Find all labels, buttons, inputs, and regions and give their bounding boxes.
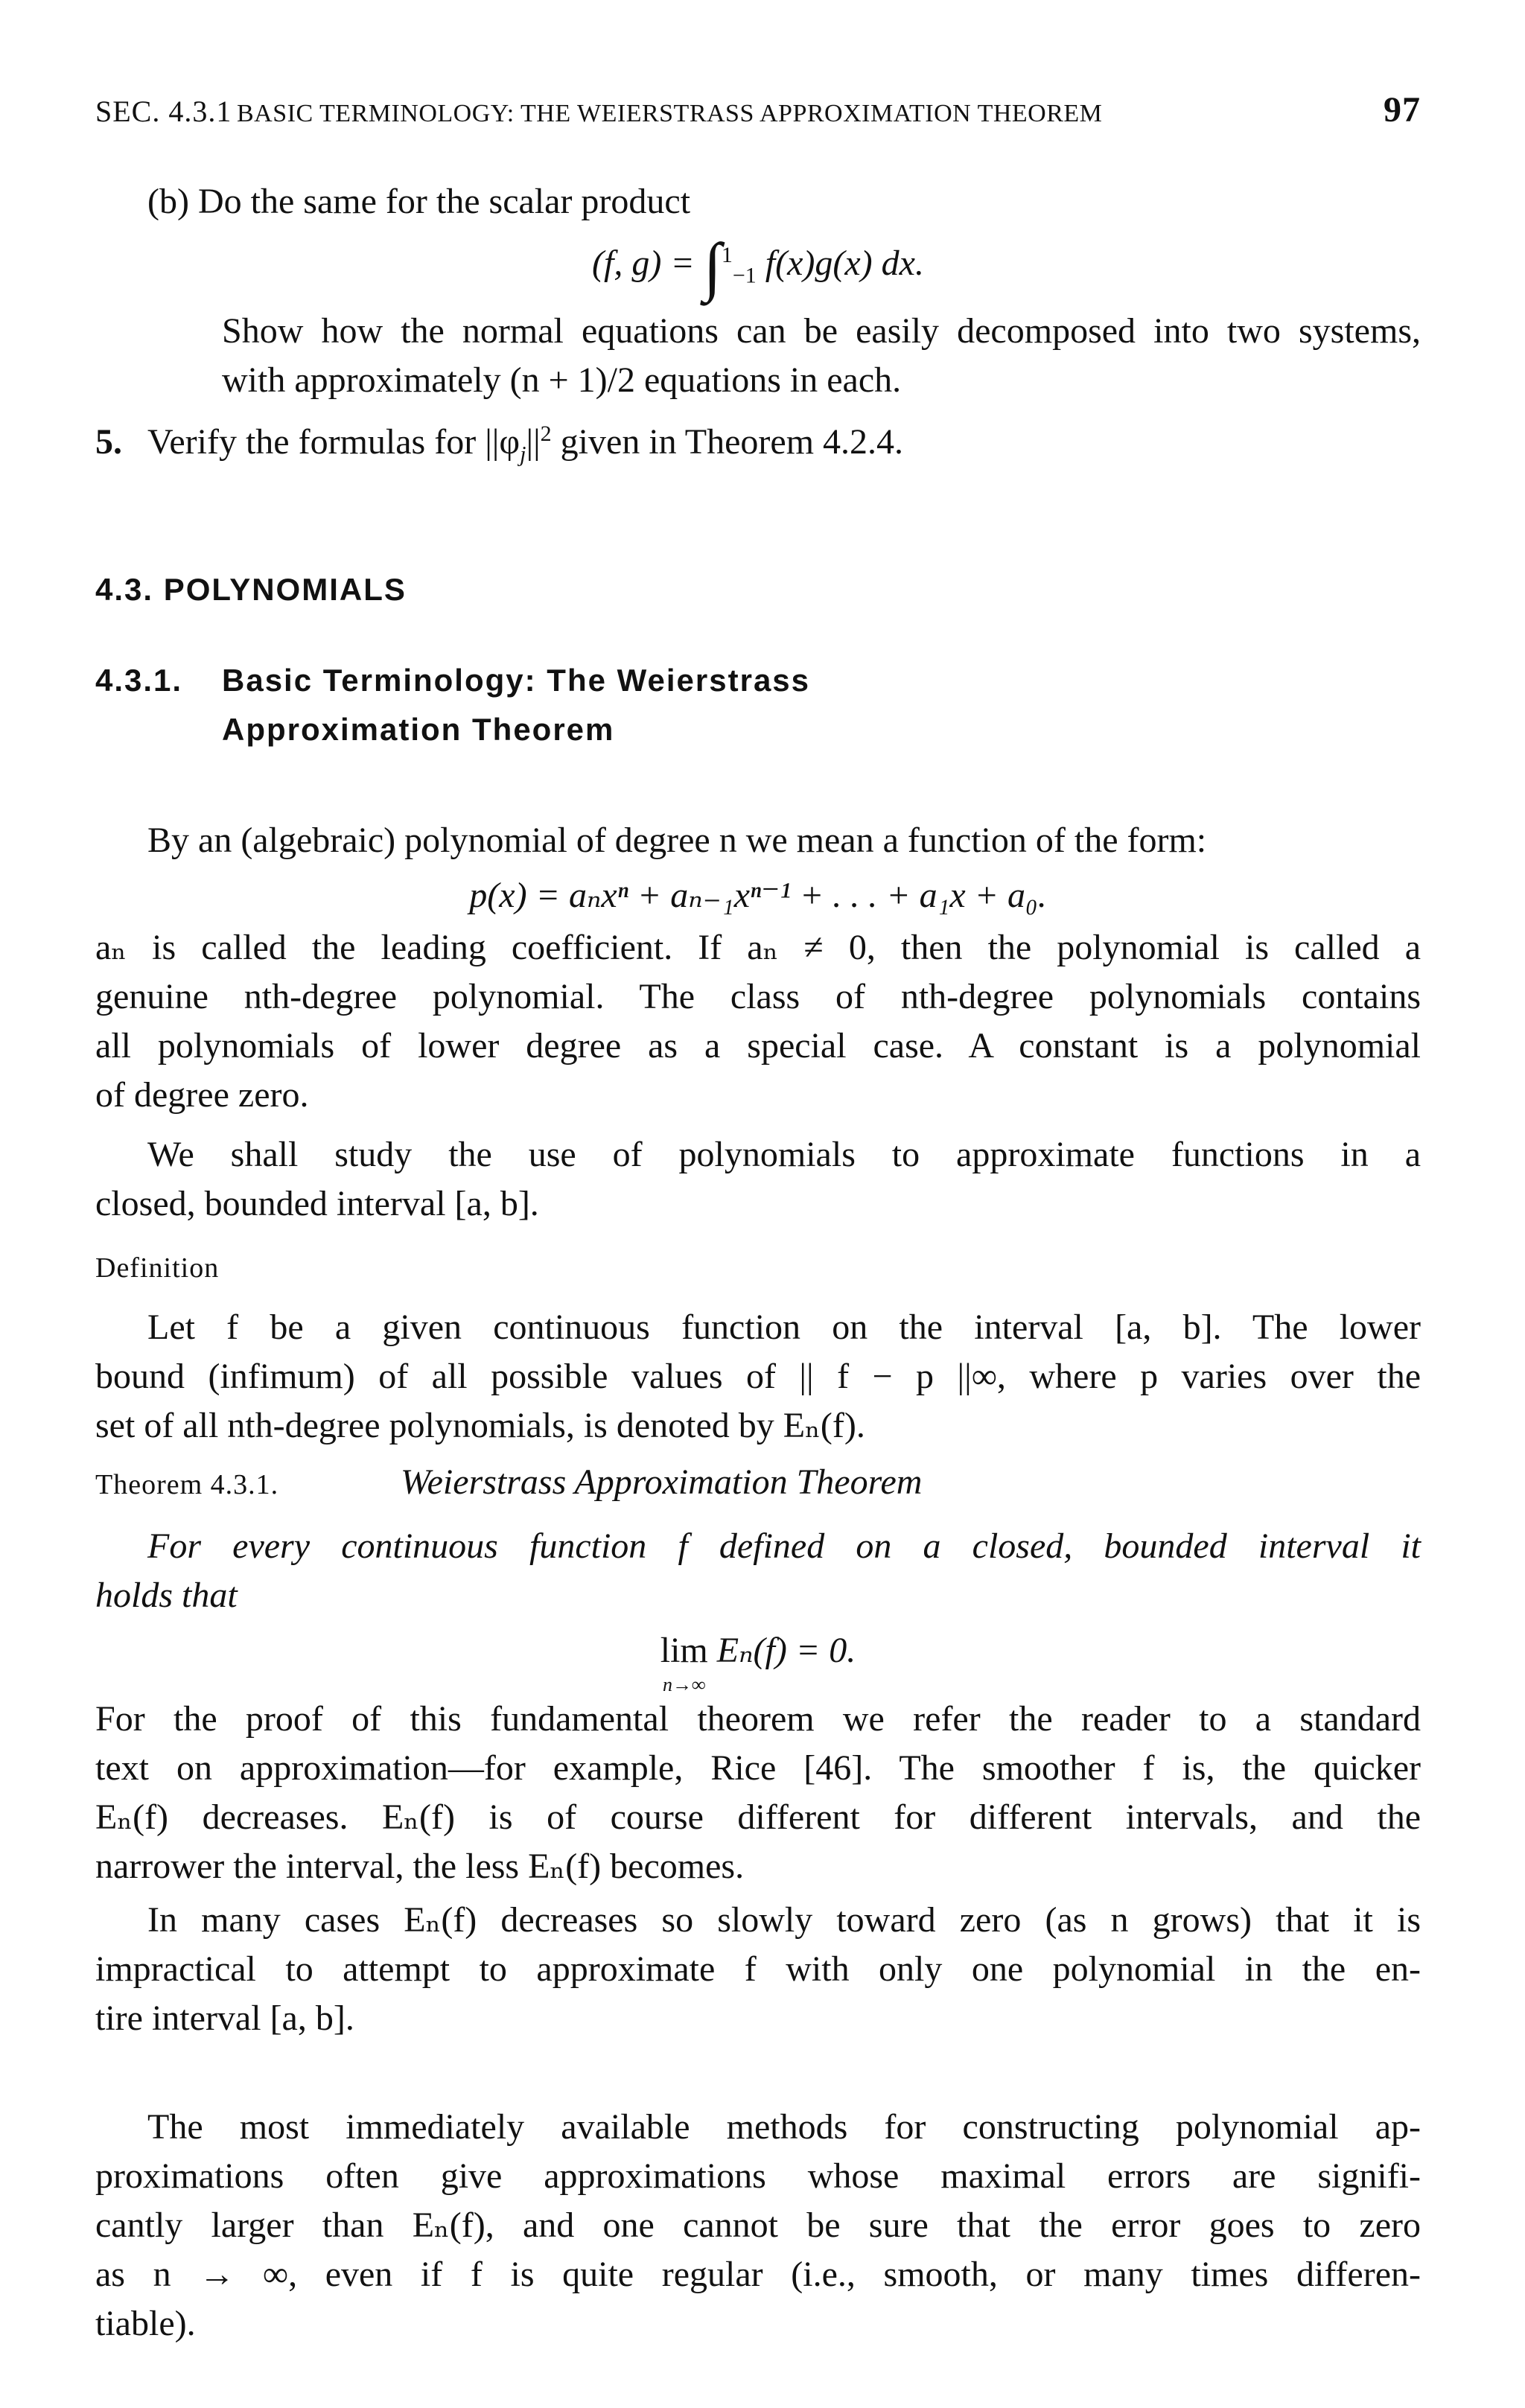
paragraph-line: For the proof of this fundamental theorem we refer the reader to a standard	[95, 1699, 1421, 1739]
section-heading: 4.3. POLYNOMIALS	[95, 572, 407, 607]
exercise-5-text-c: given in Theorem 4.2.4.	[551, 422, 904, 462]
paragraph-line: impractical to attempt to approximate f with only one polynomial in the en-	[95, 1949, 1421, 1989]
header-running-title: BASIC TERMINOLOGY: THE WEIERSTRASS APPROXIMATION THEOREM	[237, 100, 1103, 127]
definition-label: Definition	[95, 1252, 220, 1284]
paragraph-line: Eₙ(f) decreases. Eₙ(f) is of course different for different intervals, and the	[95, 1797, 1421, 1837]
exercise-b-text	[95, 307, 1421, 405]
theorem-label: Theorem 4.3.1.	[95, 1469, 279, 1500]
definition-line: Let f be a given continuous function on the interval [a, b]. The lower	[147, 1307, 1421, 1347]
paragraph-line: all polynomials of lower degree as a special case. A constant is a polynomial	[95, 1026, 1421, 1066]
paragraph-line: aₙ is called the leading coefficient. If aₙ ≠ 0, then the polynomial is called a	[95, 928, 1421, 967]
theorem-line: For every continuous function f defined on a closed, bounded interval it	[147, 1526, 1421, 1566]
limit-expression: Eₙ(f) = 0.	[707, 1631, 856, 1670]
formula-lhs: (f, g) =	[592, 243, 704, 283]
paragraph-line: cantly larger than Eₙ(f), and one cannot be sure that the error goes to zero	[95, 2205, 1421, 2245]
paragraph-leading-coefficient	[95, 923, 1421, 1120]
theorem-title: Weierstrass Approximation Theorem	[401, 1462, 923, 1502]
subsection-number: 4.3.1.	[95, 663, 183, 698]
subsection-title-line2: Approximation Theorem	[222, 712, 615, 747]
paragraph-line: tiable).	[95, 2304, 196, 2343]
exercise-5-text-a: Verify the formulas for ||φ	[147, 422, 520, 462]
limit-formula	[95, 1626, 1421, 1695]
paragraph-line: text on approximation—for example, Rice [46]. The smoother f is, the quicker	[95, 1748, 1421, 1788]
running-header	[95, 89, 1421, 149]
integral-lower-limit: −1	[732, 263, 757, 288]
lim-text: lim	[660, 1631, 708, 1670]
definition-line: bound (infimum) of all possible values of || f − p ||∞, where p varies over the	[95, 1357, 1421, 1396]
exercise-5-number: 5.	[95, 422, 122, 462]
paragraph-proof	[95, 1695, 1421, 1891]
theorem-line: holds that	[95, 1576, 238, 1615]
definition-body	[95, 1303, 1421, 1450]
paragraph-line: narrower the interval, the less Eₙ(f) becomes.	[95, 1847, 745, 1886]
subsection-heading	[95, 663, 1421, 698]
paragraph-methods	[95, 2103, 1421, 2348]
limit-operator	[660, 1626, 708, 1695]
paragraph-study	[95, 1130, 1421, 1229]
paragraph-line: closed, bounded interval [a, b].	[95, 1184, 539, 1223]
exercise-b-line: with approximately (n + 1)/2 equations in each.	[222, 360, 902, 400]
paragraph-line: In many cases Eₙ(f) decreases so slowly toward zero (as n grows) that it is	[147, 1900, 1421, 1940]
page-number: 97	[1384, 90, 1421, 130]
lim-subscript: n→∞	[662, 1674, 706, 1695]
integral-sign: ∫	[703, 231, 722, 303]
formula-rhs: f(x)g(x) dx.	[765, 243, 924, 283]
paragraph-line: The most immediately available methods for constructing polynomial ap-	[147, 2107, 1421, 2147]
polynomial-intro: By an (algebraic) polynomial of degree n we mean a function of the form:	[147, 821, 1207, 860]
paragraph-line: as n → ∞, even if f is quite regular (i.e., smooth, or many times differen-	[95, 2255, 1421, 2294]
paragraph-line: We shall study the use of polynomials to approximate functions in a	[147, 1135, 1421, 1174]
polynomial-formula: p(x) = aₙxⁿ + aₙ₋₁xⁿ⁻¹ + . . . + a₁x + a₀.	[469, 876, 1047, 915]
exercise-5	[95, 410, 1421, 480]
paragraph-line: of degree zero.	[95, 1075, 309, 1115]
definition-line: set of all nth-degree polynomials, is denoted by Eₙ(f).	[95, 1406, 865, 1445]
header-section: SEC. 4.3.1	[95, 95, 232, 128]
theorem-heading	[95, 1458, 1421, 1509]
subsection-title-line1: Basic Terminology: The Weierstrass	[222, 663, 811, 698]
theorem-statement	[95, 1522, 1421, 1620]
exercise-b-label: (b) Do the same for the scalar product	[147, 182, 691, 221]
paragraph-many-cases	[95, 1896, 1421, 2043]
exercise-b-line: Show how the normal equations can be easily decomposed into two systems,	[222, 311, 1421, 351]
paragraph-line: proximations often give approximations whose maximal errors are signifi-	[95, 2156, 1421, 2196]
exercise-5-superscript: 2	[540, 421, 552, 446]
exercise-5-text-b: ||	[526, 422, 541, 462]
integral-upper-limit: 1	[721, 243, 733, 267]
scalar-product-formula	[95, 231, 1421, 301]
paragraph-line: genuine nth-degree polynomial. The class of nth-degree polynomials contains	[95, 977, 1421, 1016]
exercise-5-subscript: j	[520, 442, 526, 467]
paragraph-line: tire interval [a, b].	[95, 1998, 354, 2038]
